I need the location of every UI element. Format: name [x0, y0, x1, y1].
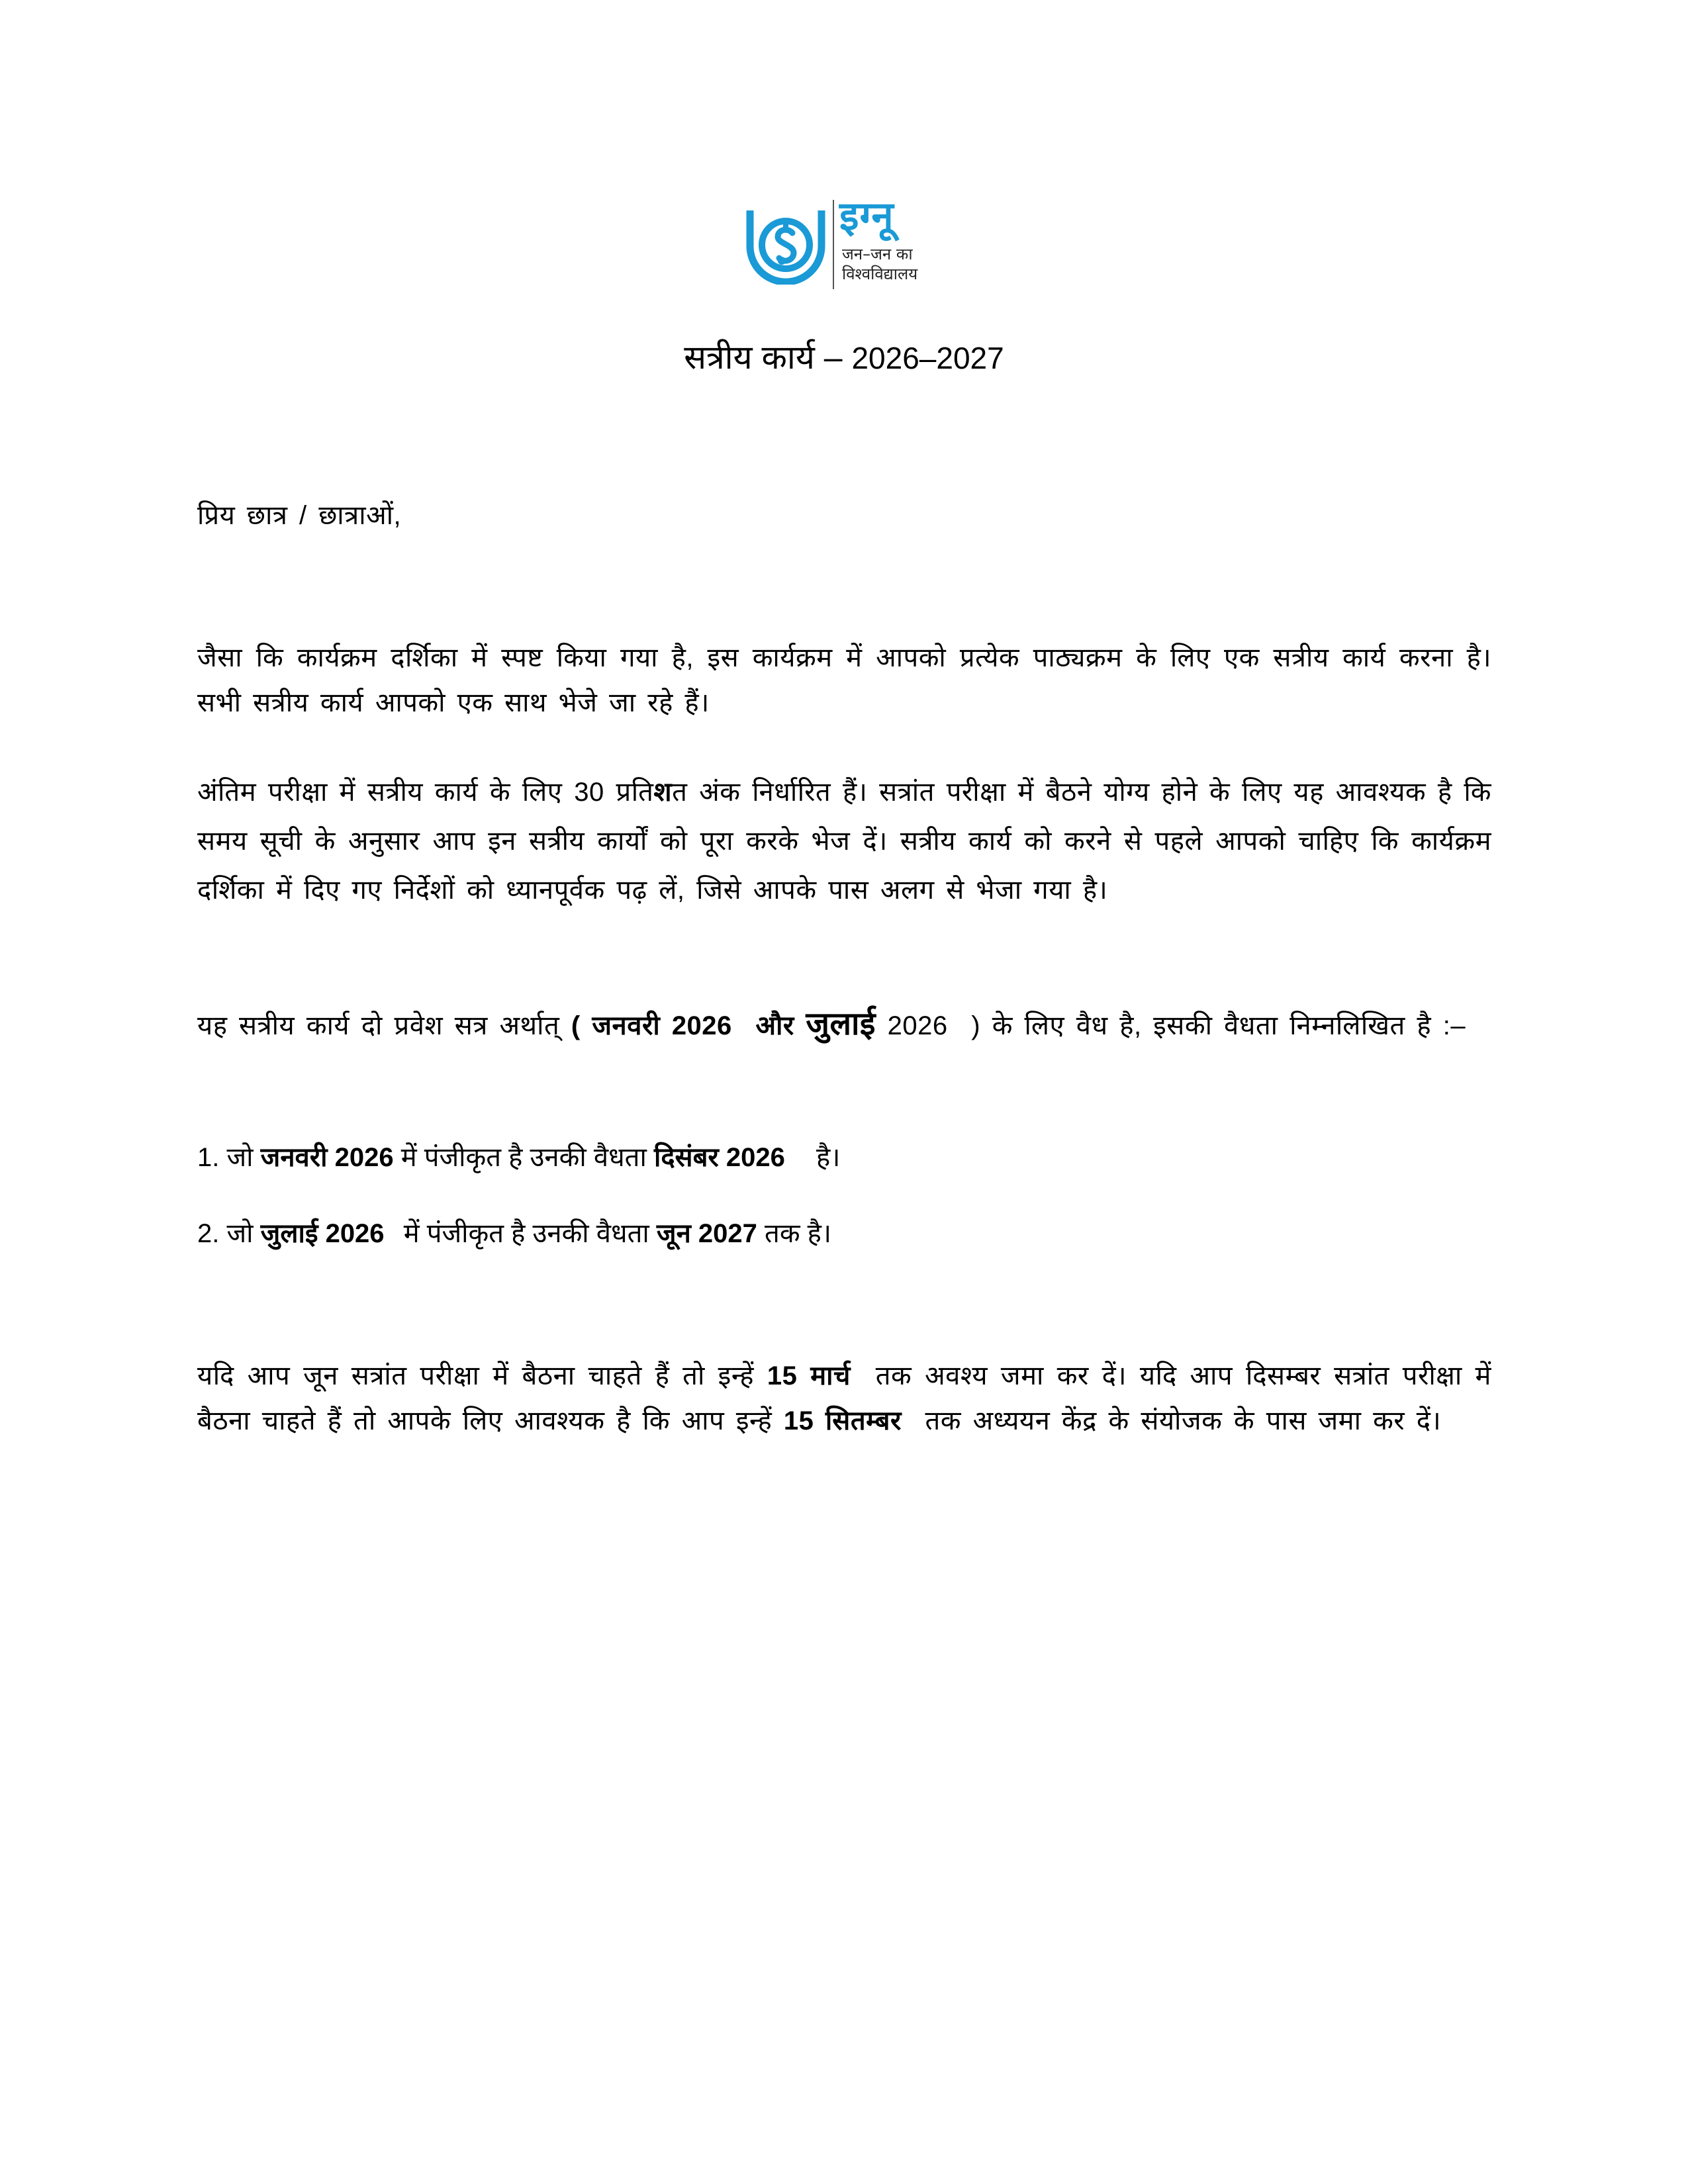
list-valid-until: जून 2027 [656, 1219, 757, 1248]
paragraph-deadlines-part2: तक अवश्य जमा कर दें। यदि आप दिसम्बर सत्रांत परीक्षा में बैठना चाहते हैं तो आपके लिए आवश्यक है कि आप इन्हें [197, 1361, 1491, 1435]
validity-list-item-1 [197, 1135, 840, 1180]
and-word: और [755, 1011, 794, 1040]
list-number: 1. [197, 1143, 220, 1172]
ignou-emblem-icon [745, 205, 827, 285]
list-valid-until: दिसंबर 2026 [653, 1143, 785, 1172]
page-title [0, 334, 1688, 381]
logo-tagline-line1: जन–जन का [842, 245, 913, 263]
paragraph-validity-part2: के लिए वैध है, इसकी वैधता निम्नलिखित है :– [992, 1011, 1466, 1040]
list-jo: जो [226, 1143, 254, 1172]
close-paren: ) [971, 1011, 981, 1040]
session-july-month: जुलाई [806, 1007, 876, 1042]
paragraph-deadlines-part1: यदि आप जून सत्रांत परीक्षा में बैठना चाहते हैं तो इन्हें [197, 1361, 755, 1390]
session-july-year: 2026 [887, 1011, 948, 1040]
paragraph-validity-part1: यह सत्रीय कार्य दो प्रवेश सत्र अर्थात् [197, 1011, 560, 1040]
salutation: प्रिय छात्र / छात्राओं, [197, 501, 402, 530]
title-label: सत्रीय कार्य – [684, 339, 843, 376]
logo-divider [833, 200, 834, 289]
deadline-september: 15 सितम्बर [783, 1406, 902, 1435]
paragraph-marks [197, 768, 1491, 915]
paragraph-marks-bold-char: श [653, 778, 673, 807]
paragraph-marks-part2: त अंक निर्धारित हैं। सत्रांत परीक्षा में बैठने योग्य होने के लिए यह आवश्यक है कि समय सूची के अनुसार आप इन सत्रीय कार्यों को पूरा करके भेज दें। सत्रीय कार्य को करने से पहले आपको चाहिए कि कार्यक्रम दर्शिका में दिए गए निर्देशों को ध्यानपूर्वक पढ़ लें, जिसे आपके पास अलग से भेजा गया है। [197, 778, 1491, 905]
list-session: जुलाई 2026 [260, 1219, 385, 1248]
validity-list-item-2 [197, 1211, 831, 1256]
open-paren: ( [571, 1011, 581, 1040]
paragraph-deadlines-part3: तक अध्ययन केंद्र के संयोजक के पास जमा कर दें। [925, 1406, 1442, 1435]
list-registered: में पंजीकृत है उनकी वैधता [400, 1143, 647, 1172]
logo-brand-text: इग्नू [839, 193, 894, 240]
list-suffix: तक है। [765, 1219, 832, 1248]
paragraph-deadlines [197, 1353, 1491, 1443]
list-suffix: है। [816, 1143, 841, 1172]
ignou-logo [745, 193, 957, 291]
title-year: 2026–2027 [851, 341, 1004, 375]
paragraph-marks-part1: अंतिम परीक्षा में सत्रीय कार्य के लिए 30 प्रति [197, 778, 654, 807]
list-session: जनवरी 2026 [260, 1143, 394, 1172]
paragraph-intro: जैसा कि कार्यक्रम दर्शिका में स्पष्ट किया गया है, इस कार्यक्रम में आपको प्रत्येक पाठ्यक्रम के लिए एक सत्रीय कार्य करना है। सभी सत्रीय कार्य आपको एक साथ भेजे जा रहे हैं। [197, 643, 1491, 717]
list-number: 2. [197, 1219, 220, 1248]
deadline-march: 15 मार्च [767, 1361, 851, 1390]
list-registered: में पंजीकृत है उनकी वैधता [403, 1219, 649, 1248]
list-jo: जो [226, 1219, 254, 1248]
logo-tagline-line2: विश्वविद्यालय [842, 265, 918, 283]
session-january: जनवरी 2026 [592, 1011, 732, 1040]
paragraph-validity [197, 996, 1491, 1054]
